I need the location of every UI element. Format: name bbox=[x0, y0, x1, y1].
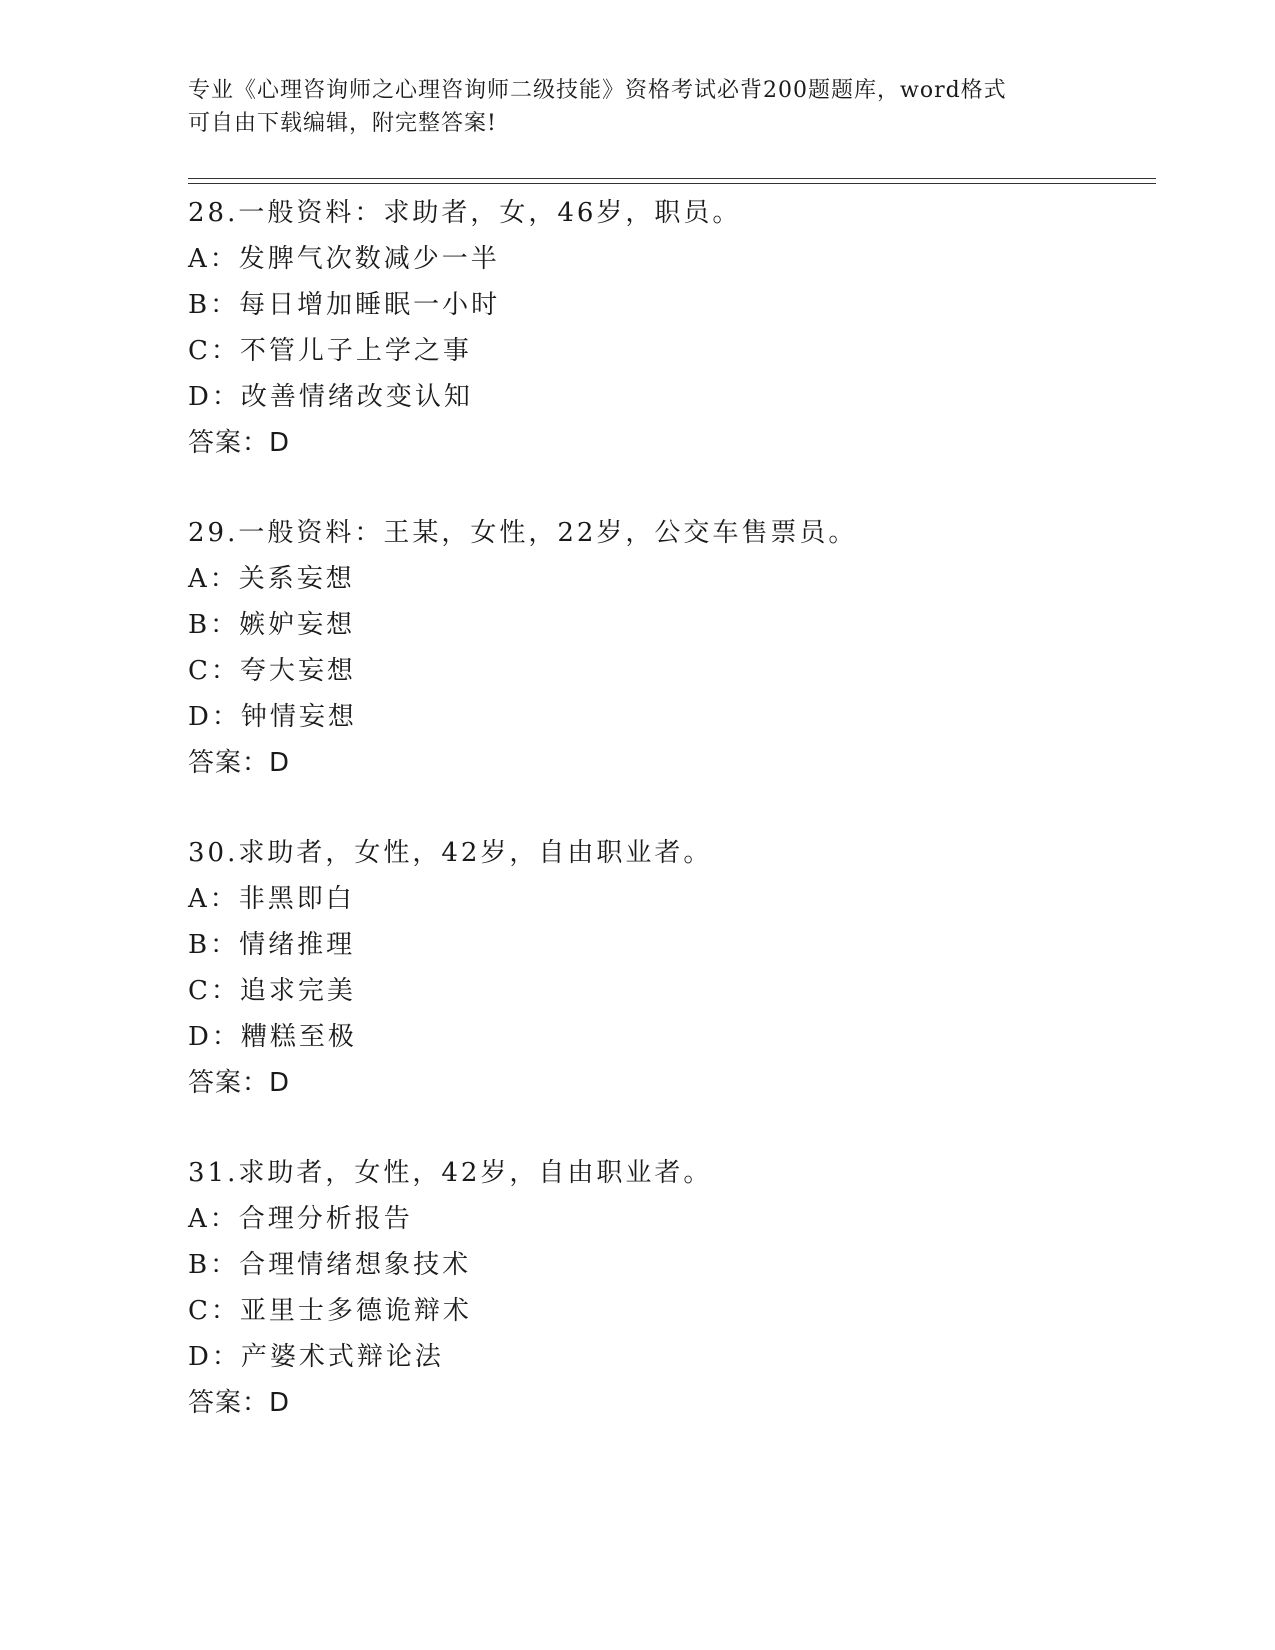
header-line-2: 可自由下载编辑，附完整答案! bbox=[188, 111, 497, 136]
option-c: C：夸大妄想 bbox=[188, 656, 356, 686]
option-a: A：合理分析报告 bbox=[188, 1204, 413, 1234]
question-stem: 29.一般资料：王某，女性，22岁，公交车售票员。 bbox=[188, 518, 858, 548]
question-28 bbox=[188, 190, 1138, 510]
header-line-1: 专业《心理咨询师之心理咨询师二级技能》资格考试必背200题题库，word格式 bbox=[188, 78, 1007, 103]
header-divider-top bbox=[188, 178, 1156, 179]
option-a: A：关系妄想 bbox=[188, 564, 355, 594]
option-c: C：追求完美 bbox=[188, 976, 356, 1006]
option-b: B：合理情绪想象技术 bbox=[188, 1250, 472, 1280]
answer-line: 答案：D bbox=[188, 748, 291, 778]
question-stem: 31.求助者，女性，42岁，自由职业者。 bbox=[188, 1158, 713, 1188]
option-b: B：嫉妒妄想 bbox=[188, 610, 356, 640]
option-c: C：不管儿子上学之事 bbox=[188, 336, 472, 366]
option-b: B：情绪推理 bbox=[188, 930, 356, 960]
option-c: C：亚里士多德诡辩术 bbox=[188, 1296, 472, 1326]
question-30 bbox=[188, 830, 1138, 1150]
question-stem: 28.一般资料：求助者，女，46岁，职员。 bbox=[188, 198, 742, 228]
answer-line: 答案：D bbox=[188, 428, 291, 458]
answer-line: 答案：D bbox=[188, 1388, 291, 1418]
question-29 bbox=[188, 510, 1138, 830]
option-d: D：改善情绪改变认知 bbox=[188, 382, 473, 412]
option-a: A：发脾气次数减少一半 bbox=[188, 244, 500, 274]
option-d: D：钟情妄想 bbox=[188, 702, 357, 732]
question-stem: 30.求助者，女性，42岁，自由职业者。 bbox=[188, 838, 713, 868]
question-list bbox=[188, 190, 1138, 1470]
header-divider-bottom bbox=[188, 183, 1156, 184]
option-d: D：产婆术式辩论法 bbox=[188, 1342, 444, 1372]
option-d: D：糟糕至极 bbox=[188, 1022, 357, 1052]
question-31 bbox=[188, 1150, 1138, 1470]
answer-line: 答案：D bbox=[188, 1068, 291, 1098]
option-a: A：非黑即白 bbox=[188, 884, 355, 914]
document-header bbox=[188, 74, 1088, 140]
option-b: B：每日增加睡眠一小时 bbox=[188, 290, 501, 320]
